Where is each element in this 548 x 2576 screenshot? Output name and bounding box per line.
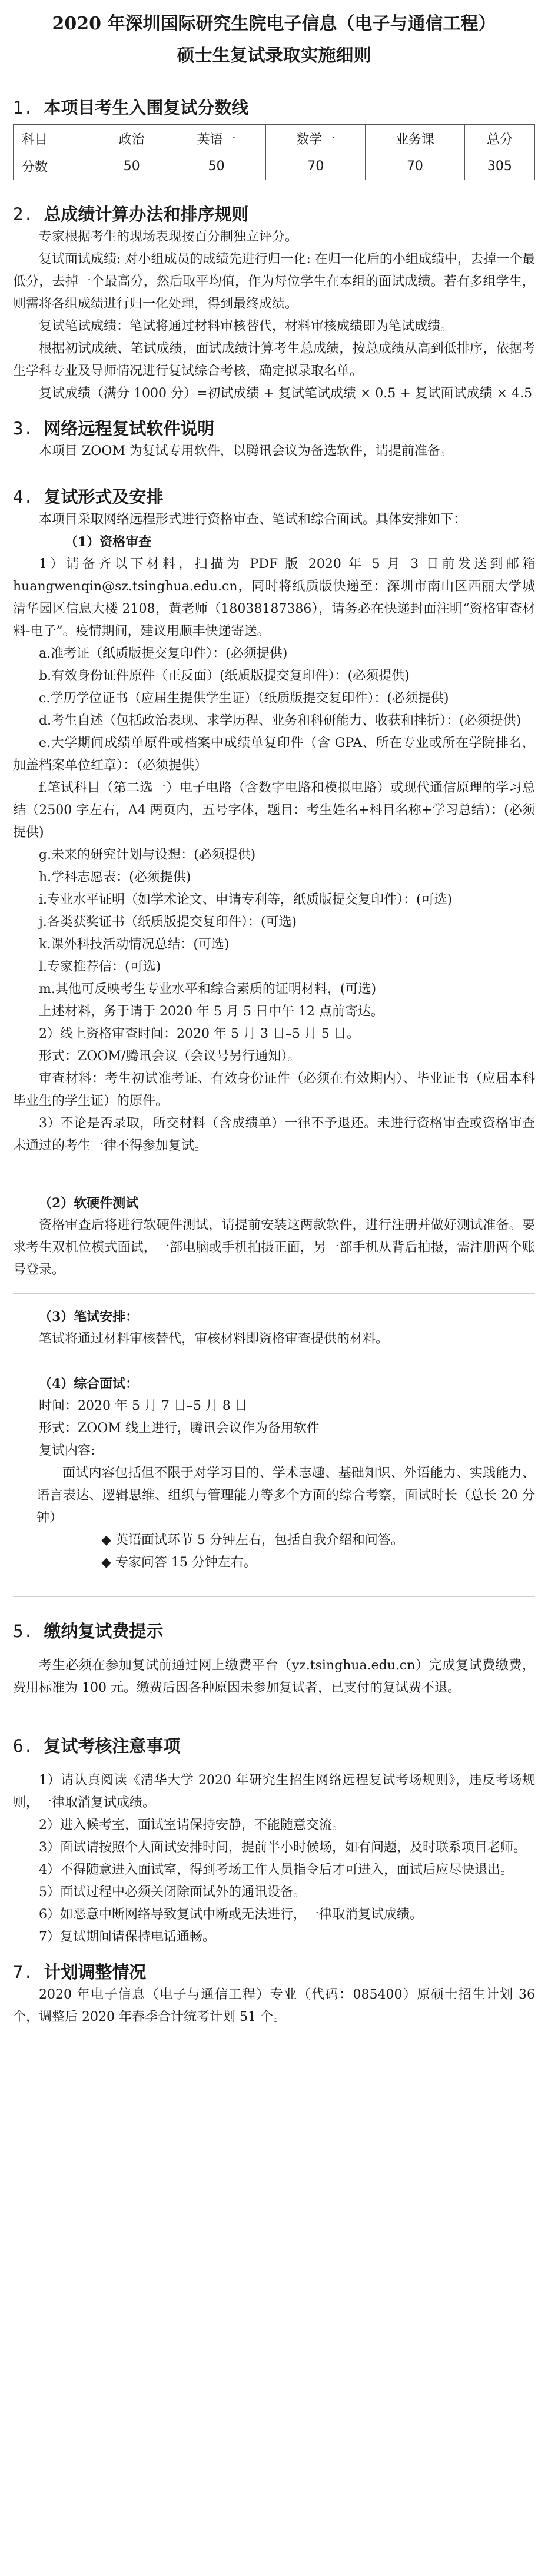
interview-content-block	[13, 1462, 535, 1529]
list-item: k.课外科技活动情况总结：(可选)	[39, 937, 230, 952]
section-1-heading	[13, 96, 535, 119]
paragraph: 2）进入候考室，面试室请保持安静，不能随意交流。	[39, 1818, 345, 1833]
subsection-title: （1）资格审查	[65, 535, 152, 550]
section-title: 计划调整情况	[44, 1962, 147, 1982]
formula-paragraph: 复试成绩（满分 1000 分）=初试成绩 + 复试笔试成绩 × 0.5 + 复试面试成绩 × 4.5	[39, 386, 533, 401]
section-number: 6.	[13, 1736, 34, 1756]
table-cell: 总分	[464, 125, 534, 152]
score-line-table	[13, 124, 535, 180]
paragraph: 1）请备齐以下材料，扫描为 PDF 版 2020 年 5 月 3 日前发送到邮箱 huangwenqin@sz.tsinghua.edu.cn，同时将纸质版快递至：深圳市南山区西丽大学城清华园区信息大楼 2108，黄老师（18038187386），请务必在快递封面注明“资格审查材料-电子”。疫情期间，建议用顺丰快递寄送。	[13, 557, 535, 639]
paragraph: 5）面试过程中必须关闭除面试外的通讯设备。	[39, 1885, 306, 1900]
section-6-heading	[13, 1734, 535, 1758]
paragraph: 复试笔试成绩：笔试将通过材料审核替代，材料审核成绩即为笔试成绩。	[39, 319, 454, 334]
list-item: i.专业水平证明（如学术论文、申请专利等，纸质版提交复印件）：(可选)	[39, 892, 453, 907]
list-item: c.学历学位证书（应届生提供学生证）（纸质版提交复印件）：(必须提供)	[39, 691, 449, 706]
section-title: 网络远程复试软件说明	[44, 419, 215, 439]
paragraph: 专家根据考生的现场表现按百分制独立评分。	[39, 230, 298, 244]
section-title: 本项目考生入围复试分数线	[44, 98, 249, 118]
table-cell: 英语一	[167, 125, 266, 152]
table-row	[14, 152, 535, 180]
section-number: 4.	[13, 487, 34, 507]
paragraph: 6）如恶意中断网络导致复试中断或无法进行，一律取消复试成绩。	[39, 1907, 423, 1922]
paragraph: 2）线上资格审查时间：2020 年 5 月 3 日–5 月 5 日。	[39, 1027, 360, 1041]
document-title-line1: 2020 年深圳国际研究生院电子信息（电子与通信工程）	[52, 14, 496, 34]
section-3-heading	[13, 417, 535, 440]
section-number: 5.	[13, 1621, 34, 1641]
section-4-heading	[13, 485, 535, 509]
paragraph: 1）请认真阅读《清华大学 2020 年研究生招生网络远程复试考场规则》，违反考场规则，一律取消复试成绩。	[13, 1773, 535, 1810]
section-number: 7.	[13, 1962, 34, 1982]
table-cell: 70	[366, 152, 465, 180]
table-cell: 科目	[14, 125, 97, 152]
list-item: m.其他可反映考生专业水平和综合素质的证明材料，(可选)	[39, 982, 377, 997]
paragraph: 时间：2020 年 5 月 7 日–5 月 8 日	[39, 1399, 248, 1413]
paragraph: 本项目采取网络远程形式进行资格审查、笔试和综合面试。具体安排如下：	[39, 512, 467, 527]
list-item: e.大学期间成绩单原件或档案中成绩单复印件（含 GPA、所在专业或所在学院排名，加盖档案单位红章）：（必须提供）	[13, 736, 535, 773]
section-title: 复试形式及安排	[44, 487, 164, 507]
section-title: 缴纳复试费提示	[44, 1621, 164, 1641]
list-item: l.专家推荐信：(可选)	[39, 960, 161, 974]
paragraph: 本项目 ZOOM 为复试专用软件，以腾讯会议为备选软件，请提前准备。	[39, 444, 453, 459]
section-title: 复试考核注意事项	[44, 1736, 181, 1756]
paragraph: 形式：ZOOM 线上进行，腾讯会议作为备用软件	[39, 1421, 320, 1436]
table-cell: 分数	[14, 152, 97, 180]
subsection-title: （4）综合面试：	[39, 1376, 139, 1392]
bullet-text: 英语面试环节 5 分钟左右，包括自我介绍和问答。	[115, 1533, 404, 1548]
section-number: 3.	[13, 419, 34, 439]
table-cell: 数学一	[266, 125, 366, 152]
table-cell: 50	[97, 152, 167, 180]
paragraph: 上述材料，务于请于 2020 年 5 月 5 日中午 12 点前寄达。	[39, 1004, 384, 1019]
paragraph: 4）不得随意进入面试室，得到考场工作人员指令后才可进入，面试后应尽快退出。	[39, 1863, 513, 1877]
paragraph: 2020 年电子信息（电子与通信工程）专业（代码：085400）原硕士招生计划 36 个，调整后 2020 年春季合计统考计划 51 个。	[13, 1987, 535, 2024]
list-item: h.学科志愿表：(必须提供)	[39, 870, 191, 885]
section-2-heading	[13, 203, 535, 226]
paragraph: 笔试将通过材料审核替代，审核材料即资格审查提供的材料。	[39, 1332, 389, 1346]
table-cell: 50	[167, 152, 266, 180]
bullet-text: 专家问答 15 分钟左右。	[115, 1555, 257, 1570]
section-5-heading	[13, 1619, 535, 1643]
paragraph: 复试面试成绩: 对小组成员的成绩先进行归一化: 在归一化后的小组成绩中，去掉一个最低分，去掉一个最高分，然后取平均值，作为每位学生在本组的面试成绩。若有多组学生，则需将各组成绩进行归一化处理，得到最终成绩。	[13, 252, 535, 311]
list-item	[13, 1552, 535, 1574]
list-item: g.未来的研究计划与设想：(必须提供)	[39, 848, 256, 862]
table-cell: 业务课	[366, 125, 465, 152]
section-7-heading	[13, 1960, 535, 1984]
list-item: f.笔试科目（第二选一）电子电路（含数字电路和模拟电路）或现代通信原理的学习总结（2500 字左右，A4 两页内，五号字体，题目：考生姓名+科目名称+学习总结）：(必须提供)	[13, 781, 535, 840]
list-item: b.有效身份证件原件（正反面）(纸质版提交复印件）：(必须提供)	[39, 669, 410, 683]
paragraph: 面试内容包括但不限于对学习目的、学术志趣、基础知识、外语能力、实践能力、语言表达、逻辑思维、组织与管理能力等多个方面的综合考察，面试时长（总长 20 分钟）	[36, 1466, 535, 1525]
section-number: 1.	[13, 98, 34, 118]
list-item: d.考生自述（包括政治表现、求学历程、业务和科研能力、收获和挫折）：(必须提供)	[39, 713, 522, 728]
subsection-title: （3）笔试安排：	[39, 1309, 139, 1324]
paragraph: 审查材料：考生初试准考证、有效身份证件（必须在有效期内）、毕业证书（应届本科毕业生的学生证）的原件。	[13, 1071, 535, 1108]
paragraph: 3）面试请按照个人面试安排时间，提前半小时候场，如有问题，及时联系项目老师。	[39, 1840, 526, 1855]
paragraph: 根据初试成绩、笔试成绩，面试成绩计算考生总成绩，按总成绩从高到低排序，依据考生学科专业及导师情况进行复试综合考核，确定拟录取名单。	[13, 341, 535, 379]
paragraph: 形式：ZOOM/腾讯会议（会议号另行通知）。	[39, 1049, 301, 1064]
paragraph: 资格审查后将进行软硬件测试，请提前安装这两款软件，进行注册并做好测试准备。要求考生双机位模式面试，一部电脑或手机拍摄正面，另一部手机从背后拍摄，需注册两个账号登录。	[13, 1218, 535, 1277]
table-cell: 政治	[97, 125, 167, 152]
document-title-line2: 硕士生复试录取实施细则	[177, 45, 371, 66]
bullet-icon: ◆	[101, 1533, 115, 1548]
paragraph: 3）不论是否录取，所交材料（含成绩单）一律不予退还。未进行资格审查或资格审查未通过的考生一律不得参加复试。	[13, 1116, 535, 1153]
section-number: 2.	[13, 204, 34, 224]
subsection-title: （2）软硬件测试	[39, 1196, 139, 1211]
list-item: j.各类获奖证书（纸质版提交复印件）：(可选)	[39, 915, 297, 930]
table-cell: 70	[266, 152, 366, 180]
table-header-row	[14, 125, 535, 152]
bullet-icon: ◆	[101, 1555, 115, 1570]
paragraph: 考生必须在参加复试前通过网上缴费平台（yz.tsinghua.edu.cn）完成复试费缴费，费用标准为 100 元。缴费后因各种原因未参加复试者，已支付的复试费不退。	[13, 1658, 535, 1695]
list-item: a.准考证（纸质版提交复印件）：(必须提供)	[39, 646, 288, 661]
list-item	[13, 1529, 535, 1552]
table-cell: 305	[464, 152, 534, 180]
paragraph: 复试内容:	[39, 1443, 95, 1458]
paragraph: 7）复试期间请保持电话通畅。	[39, 1930, 215, 1944]
section-title: 总成绩计算办法和排序规则	[44, 204, 249, 224]
